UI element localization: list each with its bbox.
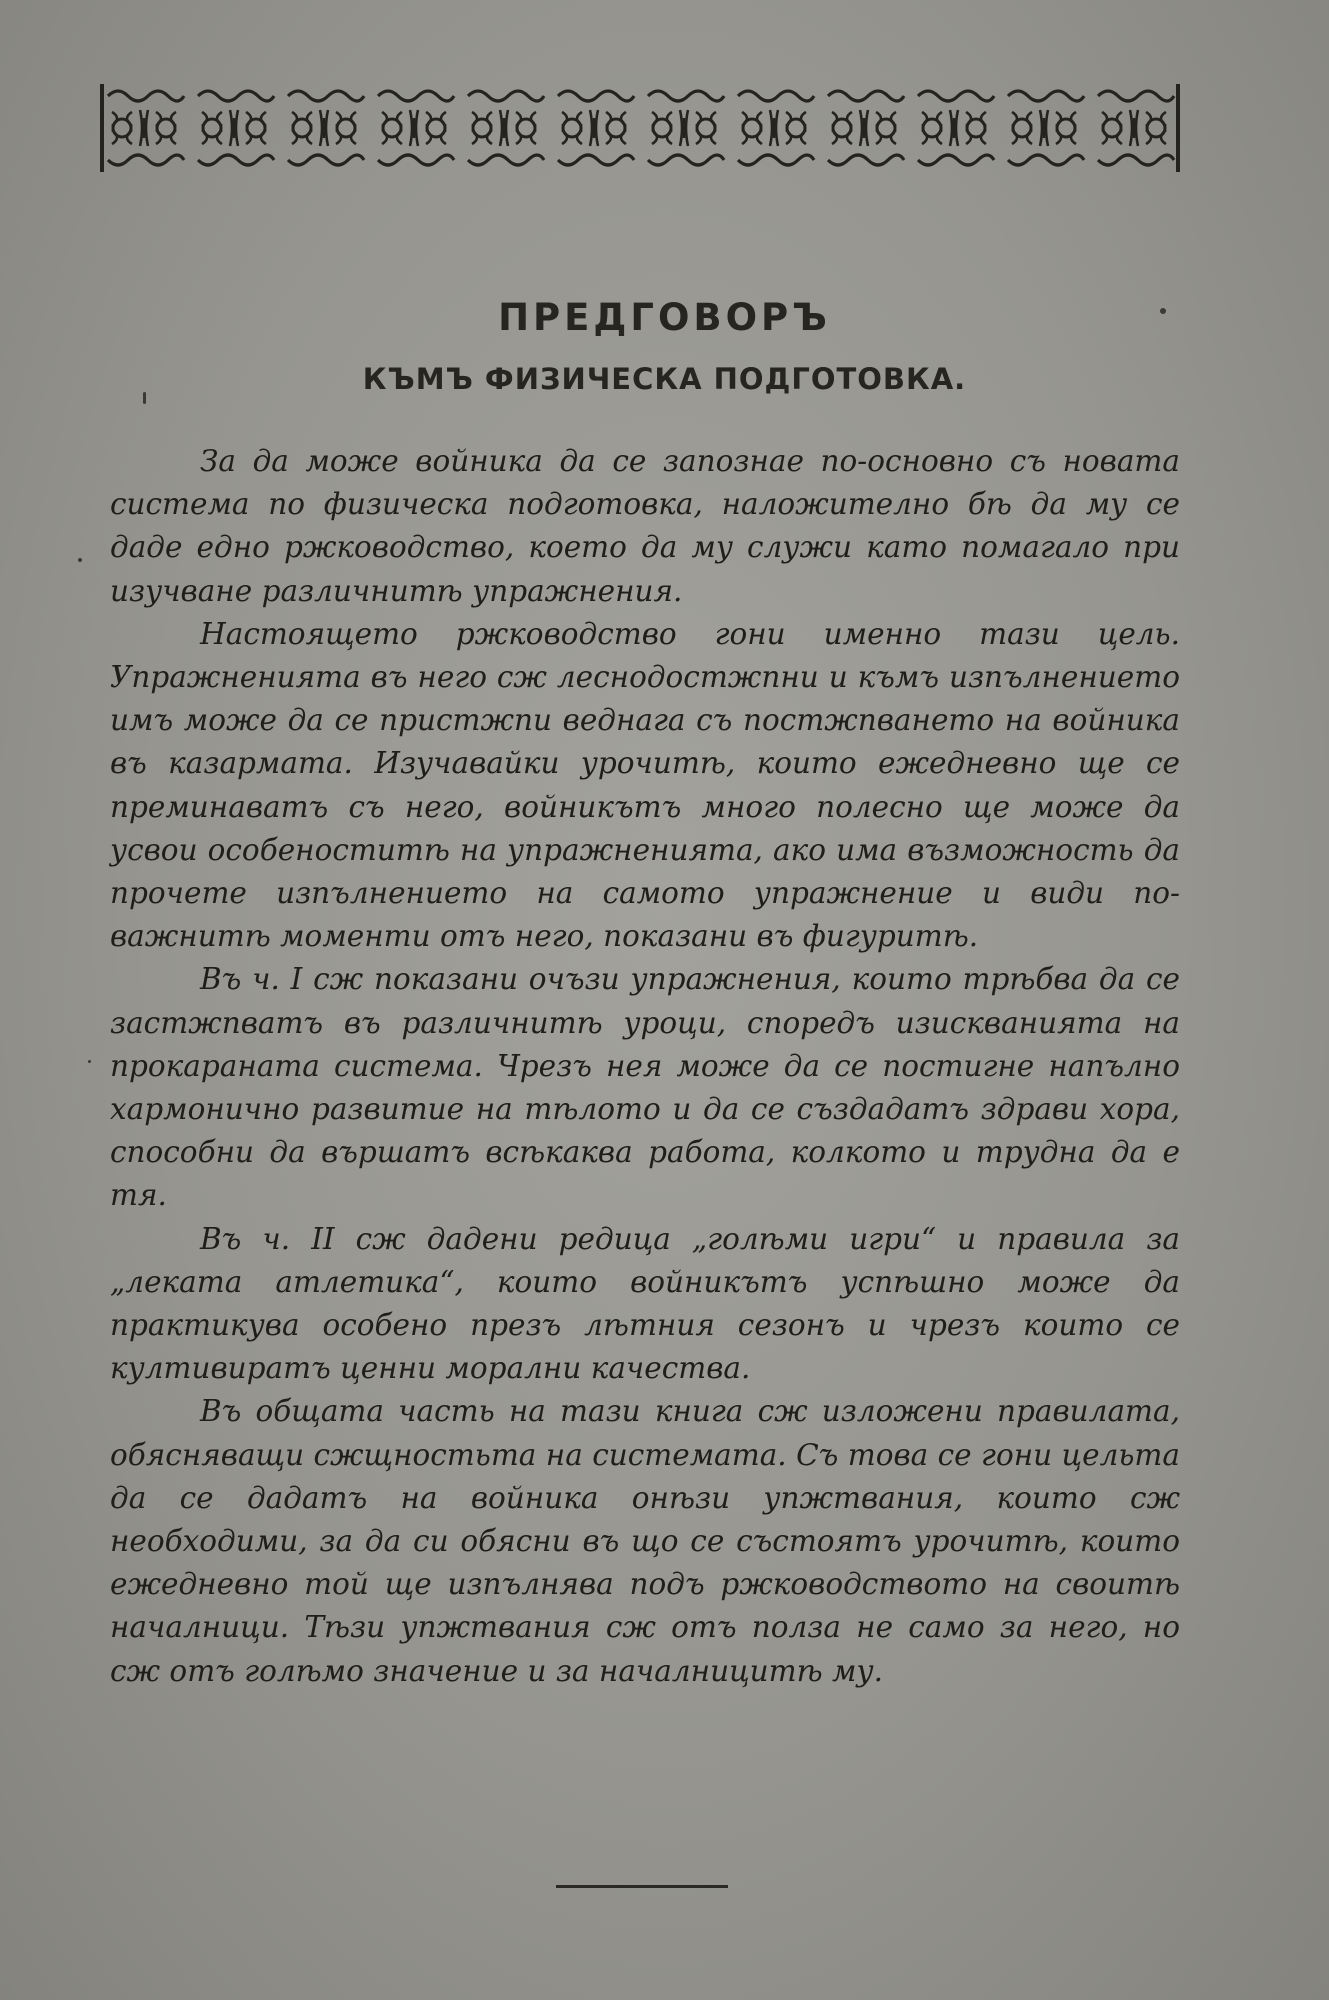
paper-speck: [1160, 308, 1166, 314]
page-title: ПРЕДГОВОРЪ: [498, 296, 831, 339]
ornamental-border-icon: [100, 82, 1180, 174]
paper-speck: [78, 558, 82, 562]
page-subtitle: КЪМЪ ФИЗИЧЕСКА ПОДГОТОВКА.: [362, 362, 967, 396]
closing-rule: [556, 1885, 728, 1888]
paragraph-3: Въ ч. I сж показани очъзи упражнения, които трѣбва да се застжпватъ въ различнитѣ уроци, споредъ изискванията на прокараната система. Чрезъ нея може да се постигне напълно хармонично развитие на тѣлото и да се създадатъ здрави хора, способни да вършатъ всѣкаква работа, колкото и трудна да е тя.: [110, 962, 1180, 1213]
paragraph-2: Настоящето ржководство гони именно тази цель. Упражненията въ него сж леснодостжпни и къмъ изпълнението имъ може да се пристжпи веднага съ постжпването на войника въ казармата. Изучавайки урочитѣ, които ежедневно ще се преминаватъ съ него, войникътъ много полесно ще може да усвои особеноститѣ на упражненията, ако има възможность да прочете изпълнението на самото упражнение и види по-важнитѣ моменти отъ него, показани въ фигуритѣ.: [110, 616, 1180, 954]
paragraph-1: За да може войника да се запознае по-основно съ новата система по физическа подготовка, наложително бѣ да му се даде едно ржководство, което да му служи като помагало при изучване различнитѣ упражнения.: [110, 444, 1180, 608]
paragraph-4: Въ ч. II сж дадени редица „голѣми игри“ и правила за „леката атлетика“, които войникътъ успѣшно може да практикува особено презъ лѣтния сезонъ и чрезъ които се култивиратъ ценни морални качества.: [110, 1221, 1180, 1386]
paper-speck: [143, 392, 146, 404]
paper-speck: [88, 1060, 91, 1063]
preface-body: [110, 440, 1180, 1693]
paragraph-5: Въ общата часть на тази книга сж изложени правилата, обясняващи сжщностьта на системата. Съ това се гони цельта да се дадатъ на войника онѣзи упжтвания, които сж необходими, за да си обясни въ що се състоятъ урочитѣ, които ежедневно той ще изпълнява подъ ржководството на своитѣ началници. Тѣзи упжтвания сж отъ полза не само за него, но сж отъ голѣмо значение и за началницитѣ му.: [110, 1394, 1180, 1688]
